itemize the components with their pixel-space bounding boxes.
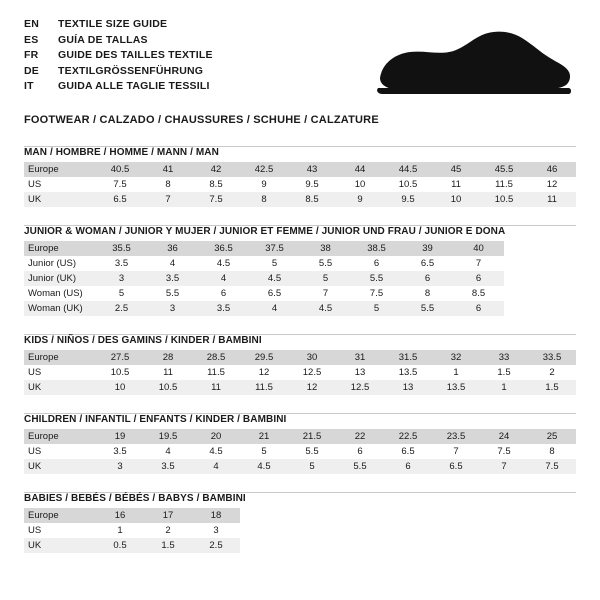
cell: 5 [288, 459, 336, 474]
table-row [24, 286, 504, 301]
cell: 3 [147, 301, 198, 316]
section-title: KIDS / NIÑOS / DES GAMINS / KINDER / BAMBINI [24, 335, 262, 346]
cell: 36.5 [198, 241, 249, 256]
cell: 11 [144, 365, 192, 380]
section-title: JUNIOR & WOMAN / JUNIOR Y MUJER / JUNIOR ET FEMME / JUNIOR UND FRAU / JUNIOR E DONA [24, 226, 506, 237]
cell: 7.5 [192, 192, 240, 207]
cell: 11.5 [192, 365, 240, 380]
cell: 35.5 [96, 241, 147, 256]
cell: 46 [528, 162, 576, 177]
cell: 33 [480, 350, 528, 365]
cell: 17 [144, 508, 192, 523]
table-row [24, 459, 576, 474]
cell: 5 [249, 256, 300, 271]
cell: 6 [453, 301, 504, 316]
cell: 9.5 [384, 192, 432, 207]
cell: 40 [453, 241, 504, 256]
cell: 3.5 [96, 444, 144, 459]
cell: 11.5 [480, 177, 528, 192]
language-code: IT [24, 80, 34, 92]
cell: 8 [144, 177, 192, 192]
table-row [24, 177, 576, 192]
language-row [24, 18, 213, 34]
size-table-man [24, 162, 576, 207]
cell: 2 [144, 523, 192, 538]
section-babies [24, 492, 576, 553]
cell: 0.5 [96, 538, 144, 553]
cell: 5.5 [402, 301, 453, 316]
cell: 8.5 [192, 177, 240, 192]
cell: 12 [528, 177, 576, 192]
table-row [24, 350, 576, 365]
cell: 7 [144, 192, 192, 207]
cell: 8.5 [453, 286, 504, 301]
cell: 10.5 [480, 192, 528, 207]
table-row [24, 301, 504, 316]
cell: 4.5 [300, 301, 351, 316]
cell: 5.5 [147, 286, 198, 301]
cell: 27.5 [96, 350, 144, 365]
row-label: Europe [24, 508, 96, 523]
cell: 18 [192, 508, 240, 523]
cell: 11 [528, 192, 576, 207]
cell: 5 [351, 301, 402, 316]
cell: 10 [336, 177, 384, 192]
language-title: TEXTILE SIZE GUIDE [58, 18, 168, 30]
language-title: GUIDA ALLE TAGLIE TESSILI [58, 80, 210, 92]
language-code: ES [24, 33, 39, 46]
cell: 4 [198, 271, 249, 286]
cell: 32 [432, 350, 480, 365]
language-code: FR [24, 49, 39, 61]
cell: 42 [192, 162, 240, 177]
table-row [24, 256, 504, 271]
cell: 1 [480, 380, 528, 395]
cell: 19 [96, 429, 144, 444]
row-label: Europe [24, 162, 96, 177]
cell: 38.5 [351, 241, 402, 256]
cell: 11.5 [240, 380, 288, 395]
cell: 21 [240, 429, 288, 444]
footwear-subtitle: FOOTWEAR / CALZADO / CHAUSSURES / SCHUHE / CALZATURE [24, 114, 379, 126]
table-row [24, 508, 240, 523]
table-row [24, 538, 240, 553]
cell: 30 [288, 350, 336, 365]
cell: 3.5 [198, 301, 249, 316]
cell: 45.5 [480, 162, 528, 177]
cell: 13 [384, 380, 432, 395]
cell: 6.5 [432, 459, 480, 474]
cell: 9 [336, 192, 384, 207]
cell: 6 [198, 286, 249, 301]
row-label: US [24, 365, 96, 380]
cell: 4.5 [249, 271, 300, 286]
table-row [24, 523, 240, 538]
table-row [24, 192, 576, 207]
cell: 12 [240, 365, 288, 380]
table-row [24, 162, 576, 177]
row-label: US [24, 444, 96, 459]
section-man [24, 146, 576, 207]
cell: 7.5 [96, 177, 144, 192]
cell: 8 [402, 286, 453, 301]
row-label: US [24, 523, 96, 538]
language-title: GUÍA DE TALLAS [58, 33, 148, 46]
cell: 36 [147, 241, 198, 256]
cell: 3 [192, 523, 240, 538]
cell: 7 [453, 256, 504, 271]
cell: 12.5 [336, 380, 384, 395]
table-row [24, 241, 504, 256]
cell: 11 [432, 177, 480, 192]
cell: 31 [336, 350, 384, 365]
cell: 44 [336, 162, 384, 177]
cell: 38 [300, 241, 351, 256]
cell: 23.5 [432, 429, 480, 444]
cell: 9.5 [288, 177, 336, 192]
table-row [24, 444, 576, 459]
cell: 3 [96, 271, 147, 286]
row-label: UK [24, 459, 96, 474]
language-code: DE [24, 64, 39, 77]
document-header [24, 18, 576, 104]
cell: 8 [528, 444, 576, 459]
cell: 12.5 [288, 365, 336, 380]
cell: 25 [528, 429, 576, 444]
cell: 5.5 [336, 459, 384, 474]
section-title: BABIES / BEBÉS / BÉBÉS / BABYS / BAMBINI [24, 493, 246, 504]
size-table-kids [24, 350, 576, 395]
cell: 5 [240, 444, 288, 459]
cell: 24 [480, 429, 528, 444]
cell: 10 [432, 192, 480, 207]
cell: 11 [192, 380, 240, 395]
cell: 4 [147, 256, 198, 271]
cell: 6.5 [384, 444, 432, 459]
cell: 5.5 [351, 271, 402, 286]
cell: 13.5 [432, 380, 480, 395]
section-title: CHILDREN / INFANTIL / ENFANTS / KINDER / BAMBINI [24, 414, 287, 425]
cell: 41 [144, 162, 192, 177]
cell: 5 [300, 271, 351, 286]
cell: 4 [192, 459, 240, 474]
row-label: Woman (US) [24, 286, 96, 301]
cell: 42.5 [240, 162, 288, 177]
cell: 6 [402, 271, 453, 286]
cell: 9 [240, 177, 288, 192]
language-row [24, 49, 213, 65]
cell: 3 [96, 459, 144, 474]
cell: 6.5 [96, 192, 144, 207]
cell: 1 [432, 365, 480, 380]
cell: 4 [144, 444, 192, 459]
section-title: MAN / HOMBRE / HOMME / MANN / MAN [24, 147, 219, 158]
cell: 1.5 [480, 365, 528, 380]
row-label: Europe [24, 350, 96, 365]
cell: 6 [384, 459, 432, 474]
language-row [24, 34, 213, 50]
row-label: UK [24, 538, 96, 553]
cell: 5.5 [300, 256, 351, 271]
cell: 2 [528, 365, 576, 380]
cell: 31.5 [384, 350, 432, 365]
cell: 10.5 [384, 177, 432, 192]
cell: 2.5 [192, 538, 240, 553]
section-junior-woman [24, 225, 576, 316]
cell: 19.5 [144, 429, 192, 444]
cell: 10.5 [96, 365, 144, 380]
row-label: Europe [24, 429, 96, 444]
cell: 43 [288, 162, 336, 177]
table-row [24, 271, 504, 286]
cell: 45 [432, 162, 480, 177]
dress-shoe-icon [372, 30, 572, 96]
cell: 21.5 [288, 429, 336, 444]
row-label: Woman (UK) [24, 301, 96, 316]
cell: 10.5 [144, 380, 192, 395]
cell: 6.5 [249, 286, 300, 301]
cell: 28.5 [192, 350, 240, 365]
row-label: Junior (UK) [24, 271, 96, 286]
cell: 6.5 [402, 256, 453, 271]
cell: 3.5 [147, 271, 198, 286]
size-table-babies [24, 508, 240, 553]
table-row [24, 380, 576, 395]
cell: 4.5 [240, 459, 288, 474]
cell: 22.5 [384, 429, 432, 444]
cell: 6 [336, 444, 384, 459]
row-label: US [24, 177, 96, 192]
cell: 12 [288, 380, 336, 395]
language-title: TEXTILGRÖSSENFÜHRUNG [58, 64, 204, 77]
row-label: Junior (US) [24, 256, 96, 271]
cell: 8 [240, 192, 288, 207]
cell: 16 [96, 508, 144, 523]
cell: 3.5 [144, 459, 192, 474]
cell: 22 [336, 429, 384, 444]
cell: 7 [480, 459, 528, 474]
cell: 37.5 [249, 241, 300, 256]
cell: 33.5 [528, 350, 576, 365]
language-title: GUIDE DES TAILLES TEXTILE [58, 49, 213, 61]
cell: 1 [96, 523, 144, 538]
cell: 7 [300, 286, 351, 301]
cell: 1.5 [528, 380, 576, 395]
language-code: EN [24, 18, 39, 30]
section-children [24, 413, 576, 474]
cell: 29.5 [240, 350, 288, 365]
cell: 6 [351, 256, 402, 271]
cell: 13 [336, 365, 384, 380]
cell: 4 [249, 301, 300, 316]
cell: 4.5 [192, 444, 240, 459]
language-row [24, 80, 213, 96]
size-table-junior-woman [24, 241, 504, 316]
cell: 7.5 [528, 459, 576, 474]
cell: 1.5 [144, 538, 192, 553]
size-table-children [24, 429, 576, 474]
cell: 10 [96, 380, 144, 395]
cell: 20 [192, 429, 240, 444]
cell: 2.5 [96, 301, 147, 316]
language-row [24, 65, 213, 81]
cell: 40.5 [96, 162, 144, 177]
cell: 7.5 [351, 286, 402, 301]
table-row [24, 429, 576, 444]
cell: 13.5 [384, 365, 432, 380]
table-row [24, 365, 576, 380]
section-kids [24, 334, 576, 395]
row-label: Europe [24, 241, 96, 256]
cell: 7 [432, 444, 480, 459]
cell: 7.5 [480, 444, 528, 459]
cell: 28 [144, 350, 192, 365]
row-label: UK [24, 380, 96, 395]
cell: 44.5 [384, 162, 432, 177]
row-label: UK [24, 192, 96, 207]
cell: 5 [96, 286, 147, 301]
cell: 3.5 [96, 256, 147, 271]
language-title-list [24, 18, 213, 96]
cell: 39 [402, 241, 453, 256]
cell: 5.5 [288, 444, 336, 459]
cell: 8.5 [288, 192, 336, 207]
cell: 6 [453, 271, 504, 286]
cell: 4.5 [198, 256, 249, 271]
